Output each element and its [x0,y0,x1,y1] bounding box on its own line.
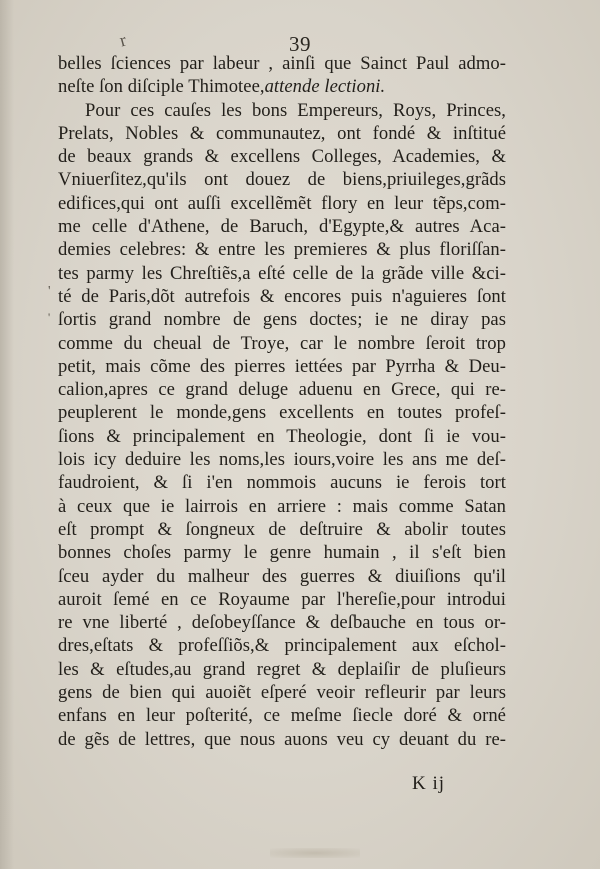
text-line [58,355,506,378]
text-line-content: gens de bien qui auoiẽt eſperé veoir refleurir par leurs [58,682,506,704]
stray-ink-mark: ' [48,284,51,299]
text-line [58,658,506,681]
text-line [58,588,506,611]
text-line [58,518,506,541]
text-line-content: calion,apres ce grand deluge aduenu en Grece, qui re- [58,379,506,401]
text-line [58,378,506,401]
text-line-content: peuplerent le monde,gens excellents en toutes profeſ- [58,402,506,424]
stray-ink-mark: ' [48,310,51,324]
text-line-content: tes parmy les Chreſtiẽs,a eſté celle de la grãde ville &ci- [58,262,506,284]
text-line [58,425,506,448]
text-line [58,145,506,168]
text-line-content: me celle d'Athene, de Baruch, d'Egypte,& autres Aca- [58,216,506,238]
text-line [58,168,506,191]
text-line-content: de beaux grands & excellens Colleges, Academies, & [58,146,506,168]
text-line [58,215,506,238]
text-line [58,75,506,98]
text-line [58,262,506,285]
text-line [58,634,506,657]
text-line-content: de gẽs de lettres, que nous auons veu cy deuant du re- [58,728,506,750]
text-line-content: les & eſtudes,au grand regret & deplaiſir de pluſieurs [58,658,506,680]
text-line [58,192,506,215]
text-line [58,495,506,518]
text-line [58,611,506,634]
text-line-content: belles ſciences par labeur , ainſi que Sainct Paul admo- [58,53,506,74]
paper-stain [270,848,360,858]
body-text [58,52,506,751]
text-line-content: ſortis grand nombre de gens doctes; ie ne diray pas [58,309,506,331]
page-number: 39 [289,32,311,56]
signature-mark: K ij [412,773,446,794]
text-line-content: Vniuerſitez,qu'ils ont douez de biens,priuileges,grãds [58,169,506,191]
text-line-content: Pour ces cauſes les bons Empereurs, Roys, Princes, [85,99,506,121]
text-line [58,541,506,564]
text-line-content: à ceux que ie lairrois en arriere : mais comme Satan [58,495,506,517]
text-line-content: auroit ſemé en ce Royaume par l'hereſie,pour introdui [58,588,506,610]
text-line [58,238,506,261]
text-line-content: té de Paris,dõt autrefois & encores puis n'aguieres ſont [58,285,506,307]
text-line-content: neſte ſon diſciple Thimotee, [58,76,265,98]
text-line [58,448,506,471]
text-line-content: ſions & principalement en Theologie, dont ſi ie vou- [58,425,506,447]
text-line-content: eſt prompt & ſongneux de deſtruire & abolir toutes [58,518,506,540]
text-line [58,565,506,588]
text-line-content: petit, mais cõme des pierres iettées par Pyrrha & Deu- [58,355,506,377]
text-line-content: re vne liberté , deſobeyſſance & deſbauche en tous or- [58,612,506,634]
text-line [58,471,506,494]
text-line [58,308,506,331]
text-line [58,401,506,424]
text-line-content: Prelats, Nobles & communautez, ont fondé & inſtitué [58,122,506,144]
text-line-content: lois icy deduire les noms,les iours,voire les ans me deſ- [58,449,506,471]
italic-phrase: attende lectioni. [264,76,386,98]
text-line [58,704,506,727]
text-line-content: demies celebres: & entre les premieres & plus floriſſan- [58,239,506,261]
text-line [58,285,506,308]
text-line-content: enfans en leur poſterité, ce meſme ſiecle doré & orné [58,705,506,727]
text-line-content: comme du cheual de Troye, car le nombre ſeroit trop [58,332,506,354]
text-line [58,728,506,751]
stray-ink-mark: r [117,29,129,51]
text-line [58,681,506,704]
text-line-content: edifices,qui ont auſſi excellẽmẽt flory en leur tẽps,com- [58,192,506,214]
text-line [58,122,506,145]
text-line [58,332,506,355]
page-gutter-shadow [0,0,14,869]
text-line-content: ſceu ayder du malheur des guerres & diuiſions qu'il [58,565,506,587]
text-line-content: faudroient, & ſi i'en nommois aucuns ie ferois tort [58,472,506,494]
text-line-content: dres,eſtats & profeſſiõs,& principalement aux eſchol- [58,635,506,657]
text-line [58,52,506,75]
text-line [58,99,506,122]
text-line-content: bonnes choſes parmy le genre humain , il s'eſt bien [58,542,506,564]
